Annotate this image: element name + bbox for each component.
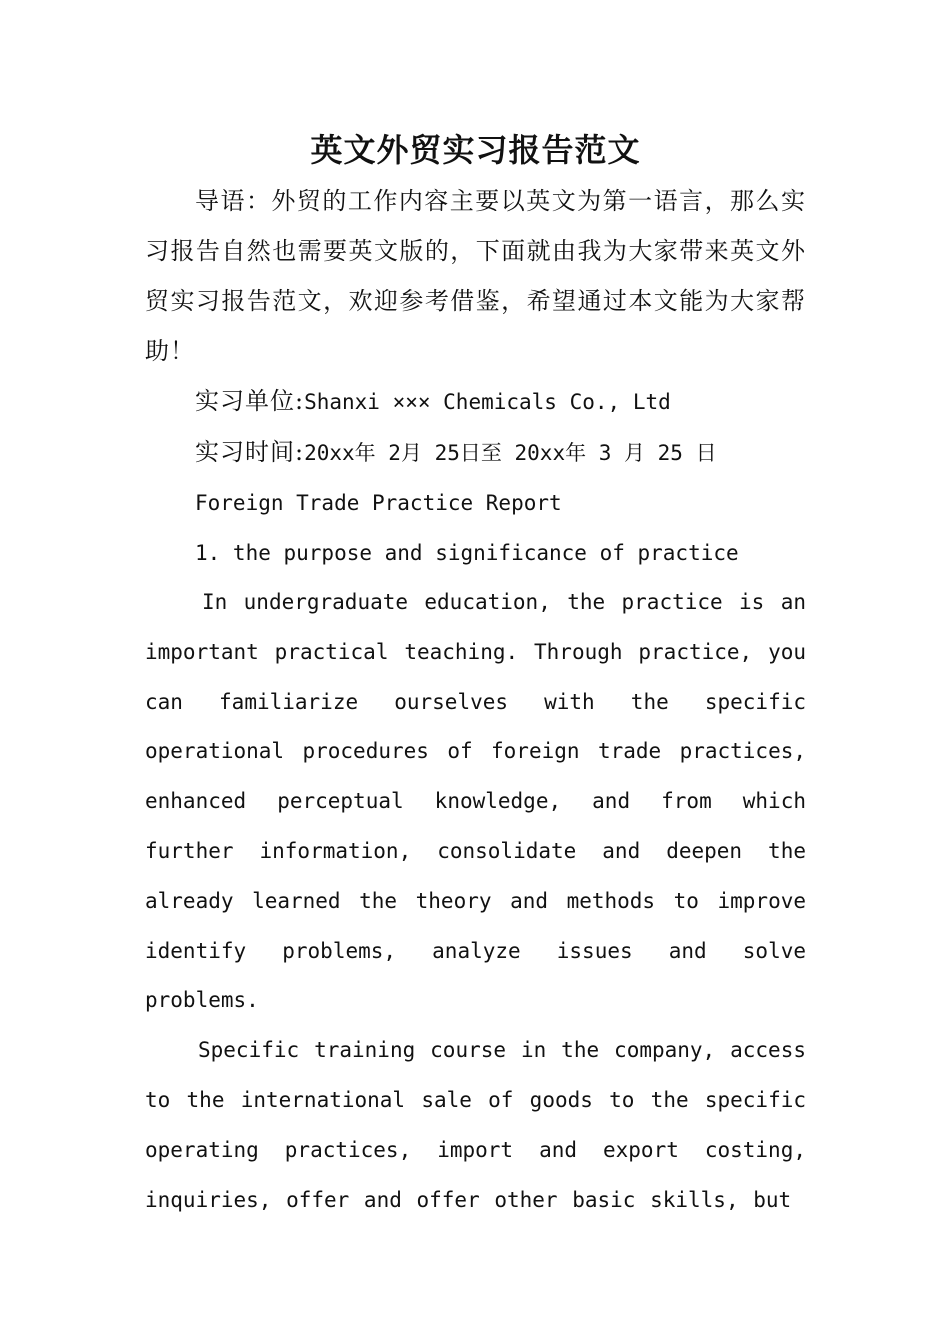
- internship-unit-label: 实习单位:: [195, 387, 305, 415]
- internship-unit-value: Shanxi ××× Chemicals Co., Ltd: [304, 390, 671, 414]
- internship-time-line: [145, 427, 806, 478]
- document-title: 英文外贸实习报告范文: [310, 131, 641, 169]
- internship-unit-line: [145, 376, 806, 427]
- section-heading-1: 1. the purpose and significance of practice: [195, 541, 739, 565]
- document-page: [145, 128, 806, 1225]
- body-paragraph-2: Specific training course in the company, access to the international sale of goods to the specific operating practices, import and export costing, inquiries, offer and offer other basic skills, but: [145, 1038, 806, 1212]
- body-paragraph-1: In undergraduate education, the practice is an important practical teaching. Through practice, you can familiarize ourselves with the specific operational procedures of foreign trade practices, enhanced perceptual knowledge, and from which further information, consolidate and deepen the already learned the theory and methods to improve identify problems, analyze issues and solve problems.: [145, 590, 806, 1013]
- intro-paragraph: 导语：外贸的工作内容主要以英文为第一语言，那么实习报告自然也需要英文版的，下面就由我为大家带来英文外贸实习报告范文，欢迎参考借鉴，希望通过本文能为大家帮助！: [145, 187, 806, 365]
- internship-time-label: 实习时间:: [195, 438, 305, 466]
- internship-time-value: 20xx年 2月 25日至 20xx年 3 月 25 日: [304, 441, 717, 465]
- report-title: Foreign Trade Practice Report: [195, 491, 562, 515]
